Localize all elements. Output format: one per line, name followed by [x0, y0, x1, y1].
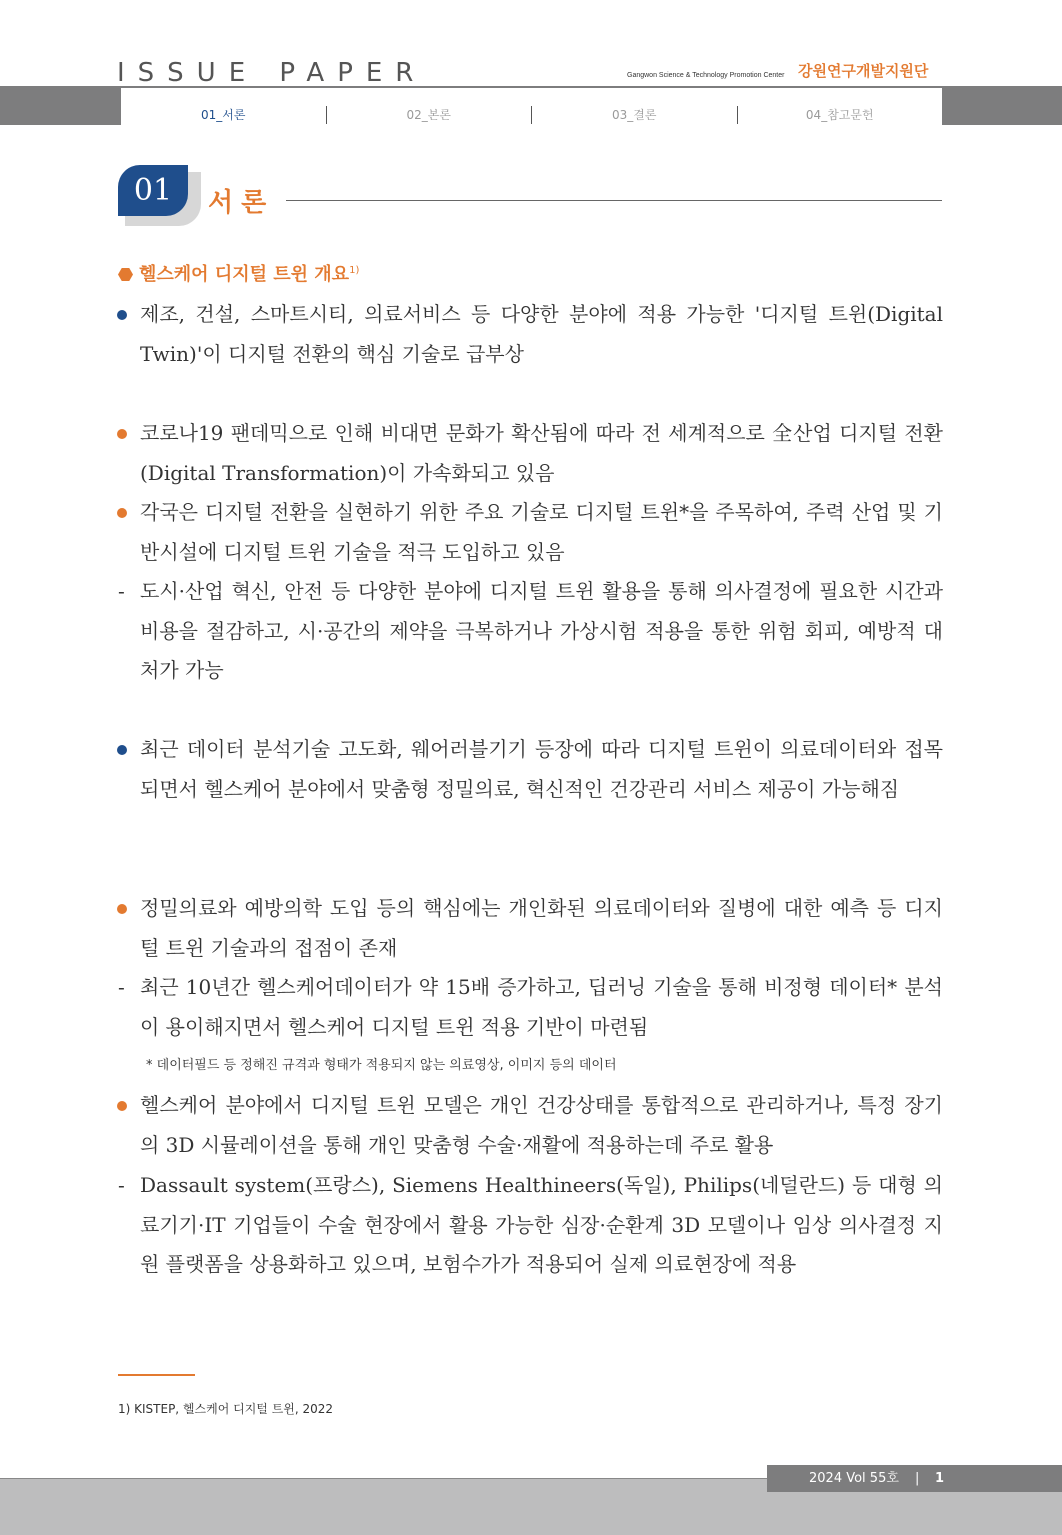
- header-bar-left: [0, 86, 121, 125]
- header-org-name: 강원연구개발지원단: [798, 62, 929, 80]
- dash-marker: -: [118, 579, 125, 603]
- orange-bullet-icon: [117, 429, 127, 439]
- paragraph: 각국은 디지털 전환을 실현하기 위한 주요 기술로 디지털 트윈*을 주목하여, 주력 산업 및 기반시설에 디지털 트윈 기술을 적극 도입하고 있음: [140, 500, 943, 564]
- dash-marker: -: [118, 975, 125, 999]
- page-number: 1: [935, 1471, 945, 1486]
- orange-bullet-icon: [117, 1101, 127, 1111]
- section-title: 서론: [208, 188, 275, 218]
- footer-box: [767, 1465, 1062, 1492]
- dash-marker: -: [118, 1173, 125, 1197]
- section-number: 01: [118, 165, 188, 216]
- footnote-ref[interactable]: 1): [349, 265, 360, 276]
- paragraph: 최근 10년간 헬스케어데이터가 약 15배 증가하고, 딥러닝 기술을 통해 비정형 데이터* 분석이 용이해지면서 헬스케어 디지털 트윈 적용 기반이 마련됨: [140, 975, 943, 1039]
- issue-paper-title: ISSUE PAPER: [117, 58, 427, 85]
- blue-bullet-icon: [117, 745, 127, 755]
- footer-rule: [0, 1478, 767, 1479]
- paragraph: 도시·산업 혁신, 안전 등 다양한 분야에 디지털 트윈 활용을 통해 의사결정에 필요한 시간과 비용을 절감하고, 시·공간의 제약을 극복하거나 가상시험 적용을 통한 위험 회피, 예방적 대처가 가능: [140, 579, 943, 682]
- section-nav: [121, 103, 942, 127]
- header-bar-right: [942, 86, 1062, 125]
- nav-tab-body[interactable]: 02_본론: [406, 108, 451, 122]
- footer-volume: 2024 Vol 55호: [809, 1471, 899, 1486]
- paragraph: Dassault system(프랑스), Siemens Healthineers(독일), Philips(네덜란드) 등 대형 의료기기·IT 기업들이 수술 현장에서 활용 가능한 심장·순환계 3D 모델이나 임상 의사결정 지원 플랫폼을 상용화하고 있으며, 보험수가가 적용되어 실제 의료현장에 적용: [140, 1173, 943, 1276]
- footer-separator: |: [915, 1471, 920, 1486]
- paragraph: 제조, 건설, 스마트시티, 의료서비스 등 다양한 분야에 적용 가능한 '디지털 트윈(Digital Twin)'이 디지털 전환의 핵심 기술로 급부상: [140, 302, 943, 366]
- asterisk-note: * 데이터필드 등 정해진 규격과 형태가 적용되지 않는 의료영상, 이미지 등의 데이터: [146, 1058, 617, 1073]
- orange-bullet-icon: [117, 508, 127, 518]
- section-rule: [286, 200, 942, 201]
- nav-tab-references[interactable]: 04_참고문헌: [805, 108, 874, 122]
- footnote: 1) KISTEP, 헬스케어 디지털 트윈, 2022: [118, 1402, 334, 1416]
- paragraph: 헬스케어 분야에서 디지털 트윈 모델은 개인 건강상태를 통합적으로 관리하거나, 특정 장기의 3D 시뮬레이션을 통해 개인 맞춤형 수술·재활에 적용하는데 주로 활용: [140, 1093, 943, 1157]
- subheading: [118, 260, 359, 286]
- header-subtitle: Gangwon Science & Technology Promotion Center: [627, 72, 785, 79]
- header-rule: [121, 86, 942, 88]
- orange-bullet-icon: [117, 904, 127, 914]
- paragraph: 최근 데이터 분석기술 고도화, 웨어러블기기 등장에 따라 디지털 트윈이 의료데이터와 접목되면서 헬스케어 분야에서 맞춤형 정밀의료, 혁신적인 건강관리 서비스 제공이 가능해짐: [140, 737, 943, 801]
- hexagon-bullet-icon: [118, 268, 133, 281]
- nav-tab-intro[interactable]: 01_서론: [201, 108, 246, 122]
- paragraph: 코로나19 팬데믹으로 인해 비대면 문화가 확산됨에 따라 전 세계적으로 全산업 디지털 전환(Digital Transformation)이 가속화되고 있음: [140, 421, 943, 485]
- blue-bullet-icon: [117, 310, 127, 320]
- footnote-rule: [118, 1374, 195, 1376]
- paragraph: 정밀의료와 예방의학 도입 등의 핵심에는 개인화된 의료데이터와 질병에 대한 예측 등 디지털 트윈 기술과의 접점이 존재: [140, 896, 943, 960]
- nav-tab-conclusion[interactable]: 03_결론: [612, 108, 657, 122]
- subheading-text: 헬스케어 디지털 트윈 개요: [139, 264, 350, 285]
